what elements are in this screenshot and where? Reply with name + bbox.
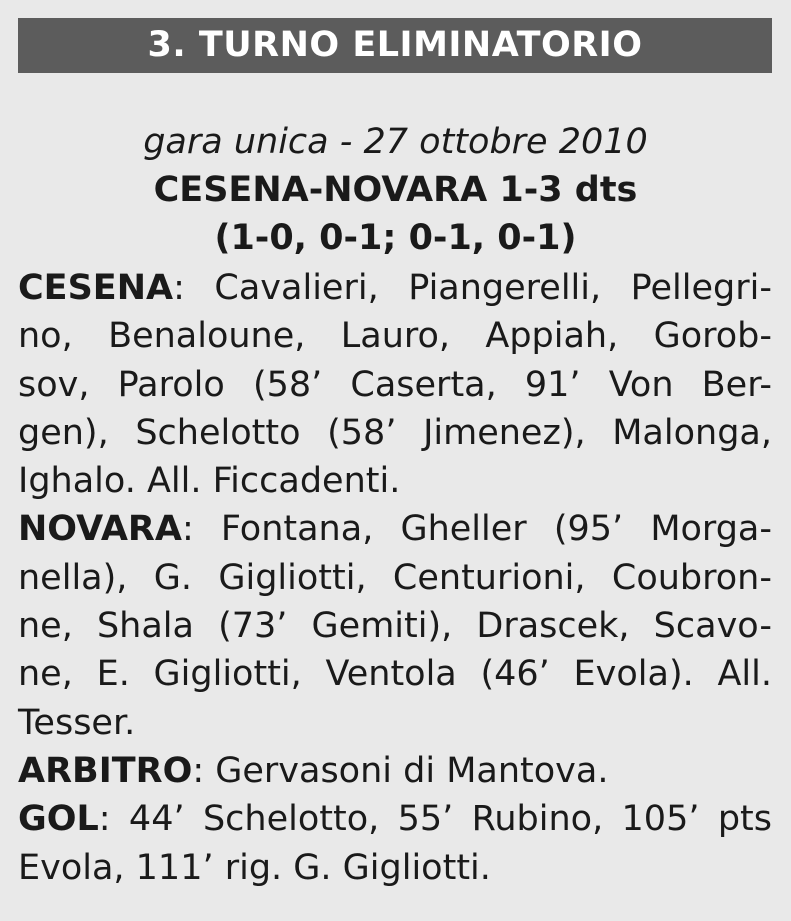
cesena-lineup-line: sov, Parolo (58’ Caserta, 91’ Von Ber- bbox=[18, 364, 772, 405]
cesena-lineup-line: gen), Schelotto (58’ Jimenez), Malonga, bbox=[18, 412, 772, 453]
cesena-lineup-line: Ighalo. All. Ficcadenti. bbox=[18, 461, 401, 502]
goals-line: Evola, 111’ rig. G. Gigliotti. bbox=[18, 847, 491, 888]
goals-text: : 44’ Schelotto, 55’ Rubino, 105’ pts bbox=[98, 799, 772, 840]
novara-lineup-line bbox=[18, 505, 772, 553]
section-title: 3. TURNO ELIMINATORIO bbox=[147, 25, 643, 65]
match-intro bbox=[0, 118, 791, 262]
cesena-team-label: CESENA bbox=[18, 268, 174, 308]
novara-lineup-line: nella), G. Gigliotti, Centurioni, Coubron- bbox=[18, 557, 772, 598]
novara-lineup-line: ne, E. Gigliotti, Ventola (46’ Evola). All. bbox=[18, 654, 772, 695]
referee-line bbox=[18, 747, 772, 795]
goals-label: GOL bbox=[18, 799, 99, 840]
novara-lineup-line: ne, Shala (73’ Gemiti), Drascek, Scavo- bbox=[18, 606, 772, 647]
cesena-lineup-line: no, Benaloune, Lauro, Appiah, Gorob- bbox=[18, 316, 772, 357]
match-date-subtitle: gara unica - 27 ottobre 2010 bbox=[143, 122, 648, 162]
cesena-lineup-text: : Cavalieri, Piangerelli, Pellegri- bbox=[173, 268, 772, 308]
referee-text: : Gervasoni di Mantova. bbox=[192, 750, 609, 791]
match-report bbox=[18, 264, 772, 892]
cesena-lineup-line bbox=[18, 264, 772, 312]
section-header-bar bbox=[18, 18, 772, 73]
match-result: CESENA-NOVARA 1-3 dts bbox=[153, 170, 638, 210]
goals-line bbox=[18, 795, 772, 843]
novara-lineup-line: Tesser. bbox=[18, 702, 136, 743]
match-partial-scores: (1-0, 0-1; 0-1, 0-1) bbox=[214, 218, 577, 258]
novara-lineup-text: : Fontana, Gheller (95’ Morga- bbox=[181, 509, 772, 550]
novara-team-label: NOVARA bbox=[18, 509, 182, 550]
referee-label: ARBITRO bbox=[18, 750, 193, 791]
